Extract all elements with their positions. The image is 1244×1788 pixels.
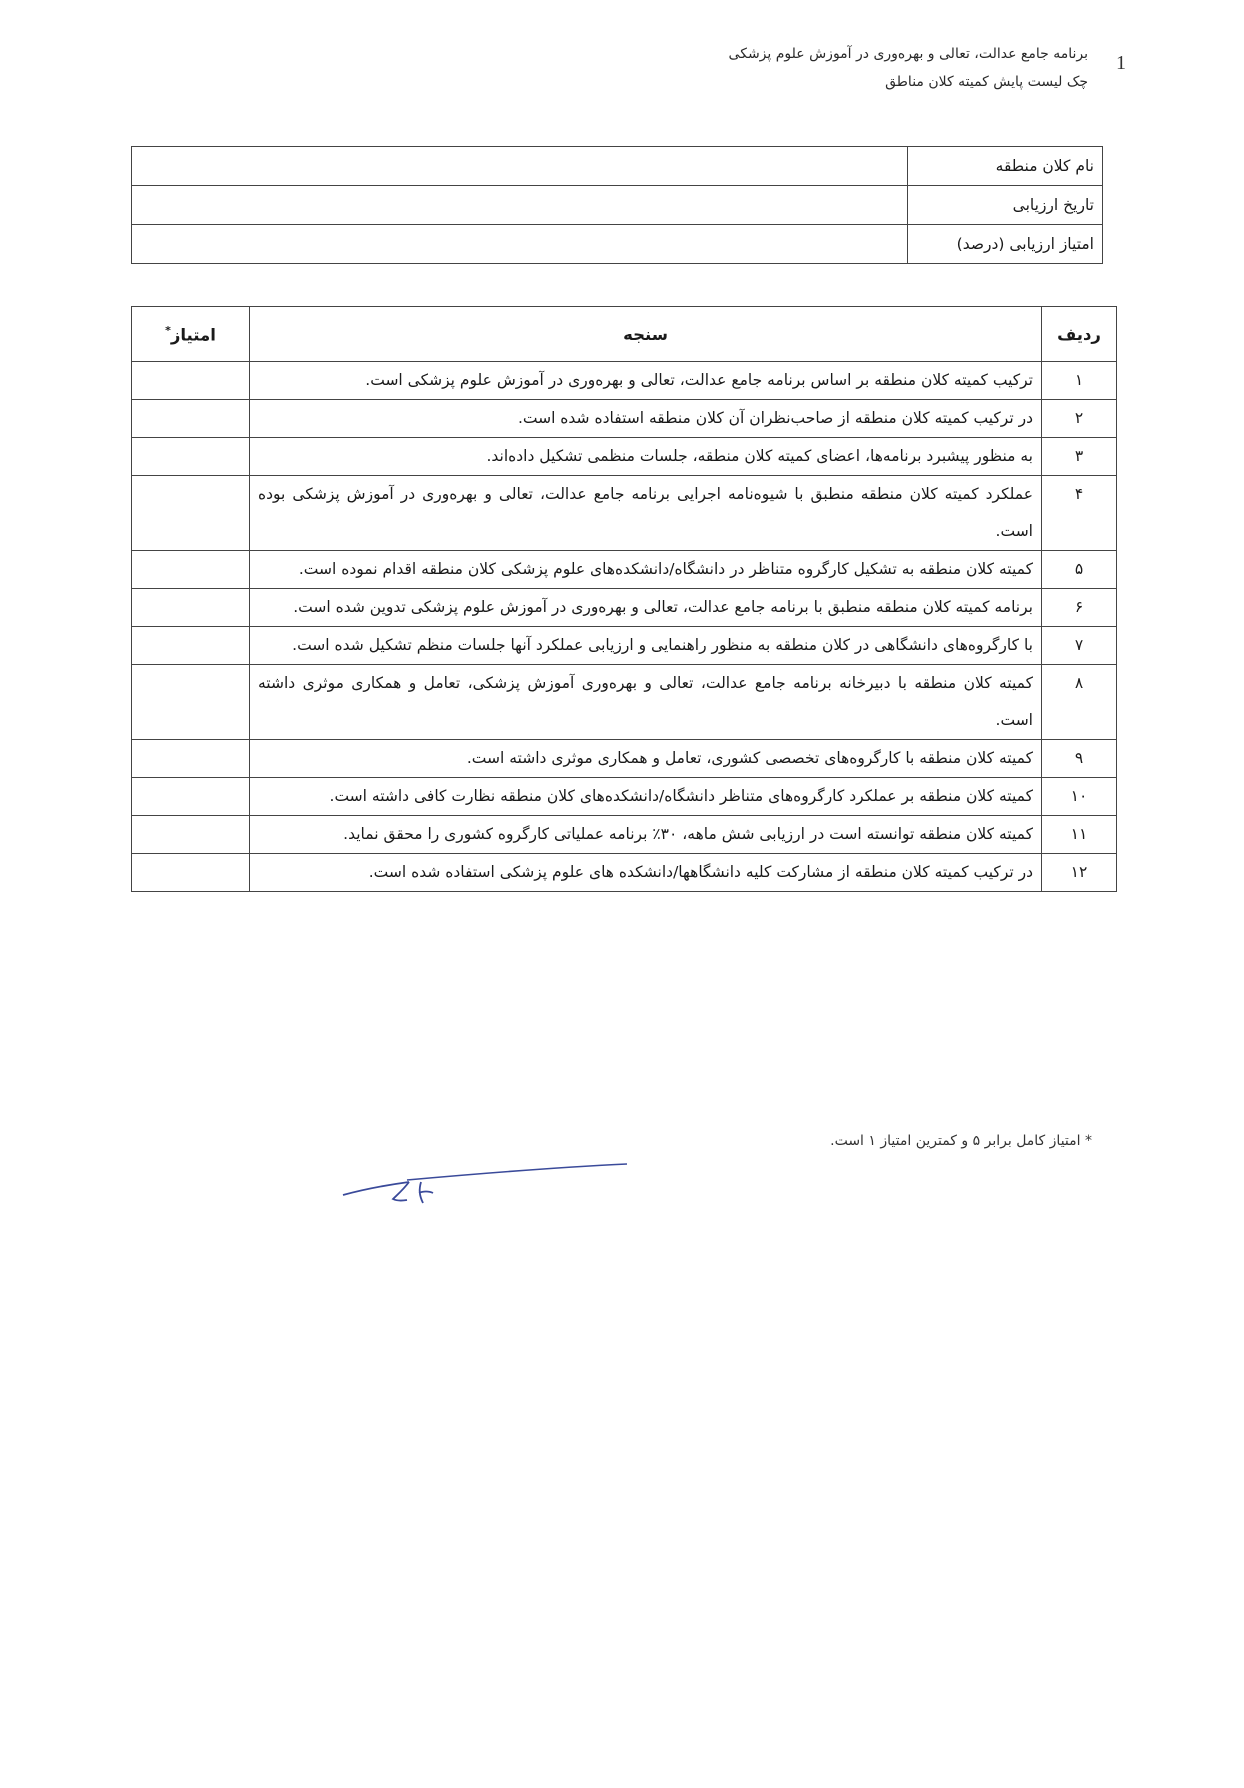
row-number: ۱۲	[1042, 854, 1117, 892]
criterion-text: کمیته کلان منطقه توانسته است در ارزیابی شش ماهه، ۳۰٪ برنامه عملیاتی کارگروه کشوری را محقق نماید.	[250, 816, 1042, 854]
table-row	[132, 854, 1117, 892]
signature	[335, 1155, 635, 1215]
table-row	[132, 740, 1117, 778]
info-label: تاریخ ارزیابی	[908, 186, 1103, 225]
score-cell[interactable]	[132, 665, 250, 740]
score-cell[interactable]	[132, 627, 250, 665]
score-cell[interactable]	[132, 362, 250, 400]
table-row	[132, 438, 1117, 476]
criterion-text: کمیته کلان منطقه با کارگروه‌های تخصصی کشوری، تعامل و همکاری موثری داشته است.	[250, 740, 1042, 778]
table-row	[132, 665, 1117, 740]
info-row-evaluation-score	[132, 225, 1103, 264]
score-header-label: امتیاز	[170, 325, 216, 345]
header-program-title: برنامه جامع عدالت، تعالی و بهره‌وری در آموزش علوم پزشکی	[728, 46, 1088, 62]
info-value-field[interactable]	[132, 147, 908, 186]
criterion-text: عملکرد کمیته کلان منطقه منطبق با شیوه‌نامه اجرایی برنامه جامع عدالت، تعالی و بهره‌وری در آموزش پزشکی بوده است.	[250, 476, 1042, 551]
info-value-field[interactable]	[132, 186, 908, 225]
row-number: ۱۰	[1042, 778, 1117, 816]
score-cell[interactable]	[132, 438, 250, 476]
criterion-text: در ترکیب کمیته کلان منطقه از صاحب‌نظران آن کلان منطقه استفاده شده است.	[250, 400, 1042, 438]
score-cell[interactable]	[132, 816, 250, 854]
table-row	[132, 400, 1117, 438]
criterion-text: کمیته کلان منطقه به تشکیل کارگروه متناظر در دانشگاه/دانشکده‌های علوم پزشکی کلان منطقه اقدام نموده است.	[250, 551, 1042, 589]
table-row	[132, 551, 1117, 589]
table-row	[132, 589, 1117, 627]
score-footnote-mark: *	[165, 323, 171, 337]
document-header	[729, 40, 1088, 96]
score-cell[interactable]	[132, 400, 250, 438]
score-cell[interactable]	[132, 778, 250, 816]
score-cell[interactable]	[132, 854, 250, 892]
checklist-table	[131, 306, 1117, 892]
criterion-text: کمیته کلان منطقه با دبیرخانه برنامه جامع عدالت، تعالی و بهره‌وری آموزش پزشکی، تعامل و همکاری موثری داشته است.	[250, 665, 1042, 740]
row-number: ۵	[1042, 551, 1117, 589]
table-row	[132, 362, 1117, 400]
row-number: ۶	[1042, 589, 1117, 627]
row-number: ۲	[1042, 400, 1117, 438]
score-cell[interactable]	[132, 589, 250, 627]
row-number: ۷	[1042, 627, 1117, 665]
table-row	[132, 816, 1117, 854]
score-cell[interactable]	[132, 551, 250, 589]
info-row-region-name	[132, 147, 1103, 186]
info-value-field[interactable]	[132, 225, 908, 264]
row-number: ۱۱	[1042, 816, 1117, 854]
table-row	[132, 778, 1117, 816]
criterion-text: کمیته کلان منطقه بر عملکرد کارگروه‌های متناظر دانشگاه/دانشکده‌های کلان منطقه نظارت کافی داشته است.	[250, 778, 1042, 816]
row-number: ۴	[1042, 476, 1117, 551]
row-number: ۸	[1042, 665, 1117, 740]
score-cell[interactable]	[132, 740, 250, 778]
row-number: ۱	[1042, 362, 1117, 400]
row-number: ۹	[1042, 740, 1117, 778]
score-cell[interactable]	[132, 476, 250, 551]
checklist-header-row	[132, 307, 1117, 362]
table-row	[132, 627, 1117, 665]
header-checklist-title: چک لیست پایش کمیته کلان مناطق	[885, 74, 1088, 90]
info-table	[131, 146, 1103, 264]
column-header-criterion: سنجه	[250, 307, 1042, 362]
criterion-text: با کارگروه‌های دانشگاهی در کلان منطقه به منظور راهنمایی و ارزیابی عملکرد آنها جلسات منظم تشکیل شده است.	[250, 627, 1042, 665]
info-label: امتیاز ارزیابی (درصد)	[908, 225, 1103, 264]
row-number: ۳	[1042, 438, 1117, 476]
criterion-text: به منظور پیشبرد برنامه‌ها، اعضای کمیته کلان منطقه، جلسات منظمی تشکیل داده‌اند.	[250, 438, 1042, 476]
criterion-text: برنامه کمیته کلان منطقه منطبق با برنامه جامع عدالت، تعالی و بهره‌وری در آموزش علوم پزشکی تدوین شده است.	[250, 589, 1042, 627]
column-header-row-number: ردیف	[1042, 307, 1117, 362]
page-number: 1	[1116, 52, 1126, 74]
info-row-evaluation-date	[132, 186, 1103, 225]
column-header-score	[132, 307, 250, 362]
table-row	[132, 476, 1117, 551]
criterion-text: در ترکیب کمیته کلان منطقه از مشارکت کلیه دانشگاهها/دانشکده های علوم پزشکی استفاده شده است.	[250, 854, 1042, 892]
footnote: * امتیاز کامل برابر ۵ و کمترین امتیاز ۱ است.	[830, 1133, 1092, 1149]
info-label: نام کلان منطقه	[908, 147, 1103, 186]
criterion-text: ترکیب کمیته کلان منطقه بر اساس برنامه جامع عدالت، تعالی و بهره‌وری در آموزش علوم پزشکی است.	[250, 362, 1042, 400]
